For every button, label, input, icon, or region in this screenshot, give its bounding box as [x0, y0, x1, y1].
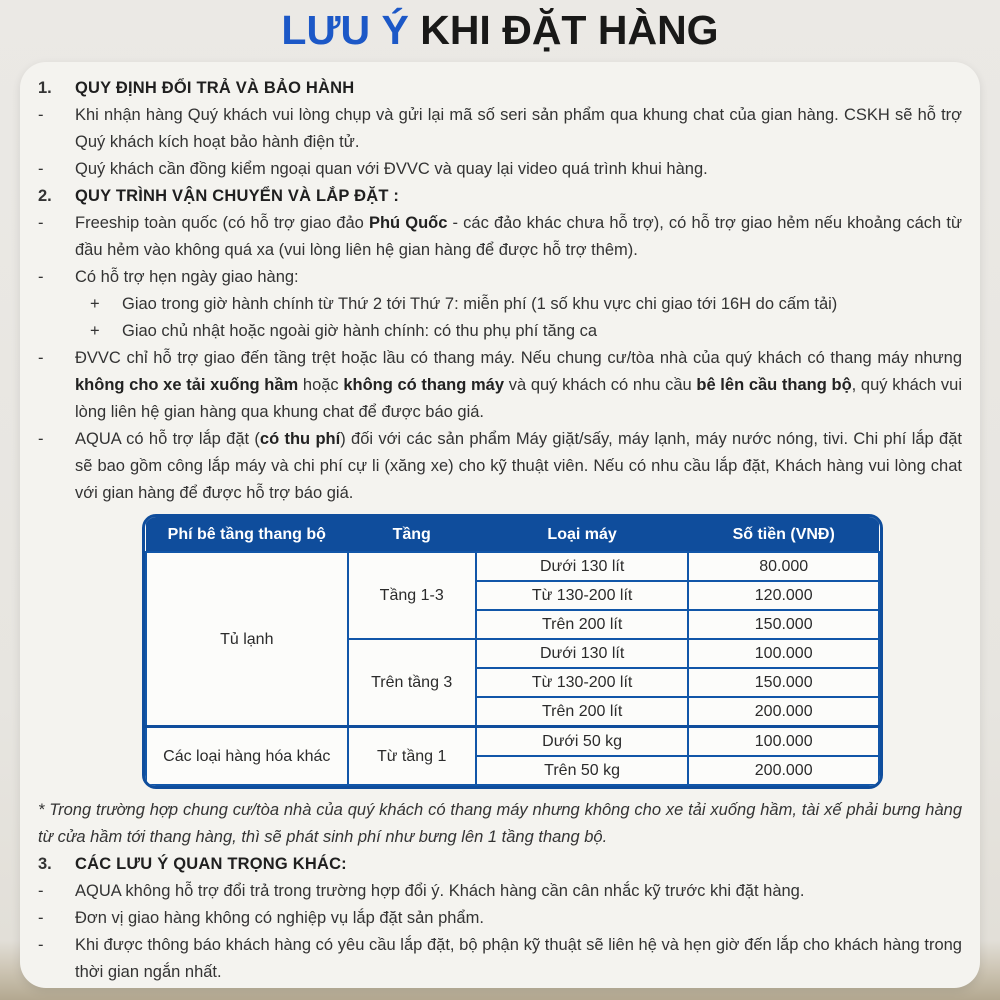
bullet-text: Khi nhận hàng Quý khách vui lòng chụp và gửi lại mã số seri sản phẩm qua khung chat của gian hàng. CSKH sẽ hỗ trợ Quý khách kích hoạt bảo hành điện tử.	[75, 106, 962, 151]
plus-bullet-marker: +	[90, 322, 100, 340]
bullet-text: ĐVVC chỉ hỗ trợ giao đến tầng trệt hoặc lầu có thang máy. Nếu chung cư/tòa nhà của quý khách có thang máy nhưng không cho xe tải xuống hầm hoặc không có thang máy và quý khách có nhu cầu bê lên cầu thang bộ, quý khách vui lòng liên hệ gian hàng qua khung chat để được báo giá.	[75, 349, 962, 421]
table-cell-category: Các loại hàng hóa khác	[146, 727, 348, 786]
list-item	[38, 264, 962, 291]
section-2-heading-row	[38, 183, 962, 210]
bullet-marker: -	[38, 349, 44, 367]
table-header-floor: Tầng	[348, 517, 476, 552]
table-cell-floor: Tầng 1-3	[348, 552, 476, 639]
table-header-row	[146, 517, 879, 552]
bullet-text: AQUA không hỗ trợ đổi trả trong trường hợp đổi ý. Khách hàng cần cân nhắc kỹ trước khi đặt hàng.	[75, 882, 805, 900]
table-cell-amount: 100.000	[688, 727, 879, 757]
bullet-marker: -	[38, 160, 44, 178]
table-cell-category: Tủ lạnh	[146, 552, 348, 727]
page-title-highlight: LƯU Ý	[281, 7, 409, 53]
page-title	[0, 0, 1000, 55]
table-cell-amount: 120.000	[688, 581, 879, 610]
table-cell-amount: 100.000	[688, 639, 879, 668]
section-1-heading-row	[38, 75, 962, 102]
bullet-text: Giao chủ nhật hoặc ngoài giờ hành chính: có thu phụ phí tăng ca	[122, 322, 598, 340]
footnote: * Trong trường hợp chung cư/tòa nhà của quý khách có thang máy nhưng không cho xe tải xuống hầm, tài xế phải bưng hàng từ cửa hầm tới thang hàng, thì sẽ phát sinh phí như bưng lên 1 tầng thang bộ.	[38, 801, 962, 846]
plus-bullet-marker: +	[90, 295, 100, 313]
section-3-heading: CÁC LƯU Ý QUAN TRỌNG KHÁC:	[75, 855, 347, 873]
table-header-fee: Phí bê tầng thang bộ	[146, 517, 348, 552]
section-3-number: 3.	[38, 855, 52, 873]
bullet-marker: -	[38, 430, 44, 448]
table-cell-machine: Dưới 130 lít	[476, 639, 689, 668]
fee-table	[145, 517, 880, 786]
bullet-text: Quý khách cần đồng kiểm ngoại quan với ĐVVC và quay lại video quá trình khui hàng.	[75, 160, 708, 178]
table-header-machine: Loại máy	[476, 517, 689, 552]
table-cell-amount: 80.000	[688, 552, 879, 581]
table-cell-machine: Dưới 50 kg	[476, 727, 689, 757]
table-cell-machine: Dưới 130 lít	[476, 552, 689, 581]
list-item	[38, 345, 962, 426]
section-3-heading-row	[38, 851, 962, 878]
page-title-rest: KHI ĐẶT HÀNG	[408, 7, 719, 53]
sub-list-item	[38, 291, 962, 318]
bullet-marker: -	[38, 882, 44, 900]
list-item	[38, 156, 962, 183]
table-cell-machine: Từ 130-200 lít	[476, 668, 689, 697]
table-cell-amount: 150.000	[688, 610, 879, 639]
bullet-text: Đơn vị giao hàng không có nghiệp vụ lắp đặt sản phẩm.	[75, 909, 484, 927]
table-cell-amount: 200.000	[688, 756, 879, 785]
table-header-amount: Số tiền (VNĐ)	[688, 517, 879, 552]
section-2-heading: QUY TRÌNH VẬN CHUYỂN VÀ LẮP ĐẶT :	[75, 187, 400, 205]
bullet-marker: -	[38, 214, 44, 232]
table-cell-amount: 200.000	[688, 697, 879, 727]
table-cell-floor: Từ tầng 1	[348, 727, 476, 786]
table-cell-floor: Trên tầng 3	[348, 639, 476, 727]
table-row	[146, 727, 879, 757]
section-1-heading: QUY ĐỊNH ĐỔI TRẢ VÀ BẢO HÀNH	[75, 79, 355, 97]
bullet-marker: -	[38, 106, 44, 124]
bullet-marker: -	[38, 936, 44, 954]
list-item	[38, 426, 962, 507]
bullet-marker: -	[38, 268, 44, 286]
notice-content	[38, 75, 962, 986]
table-cell-amount: 150.000	[688, 668, 879, 697]
list-item	[38, 905, 962, 932]
list-item	[38, 878, 962, 905]
section-2-number: 2.	[38, 187, 52, 205]
table-cell-machine: Từ 130-200 lít	[476, 581, 689, 610]
bullet-text: Freeship toàn quốc (có hỗ trợ giao đảo Phú Quốc - các đảo khác chưa hỗ trợ), có hỗ trợ giao hẻm nếu khoảng cách từ đầu hẻm vào không quá xa (vui lòng liên hệ gian hàng để được hỗ trợ thêm).	[75, 214, 962, 259]
bullet-marker: -	[38, 909, 44, 927]
table-cell-machine: Trên 200 lít	[476, 610, 689, 639]
bullet-text: AQUA có hỗ trợ lắp đặt (có thu phí) đối với các sản phẩm Máy giặt/sấy, máy lạnh, máy nước nóng, tivi. Chi phí lắp đặt sẽ bao gồm công lắp máy và chi phí cự li (xăng xe) cho kỹ thuật viên. Nếu có nhu cầu lắp đặt, Khách hàng vui lòng chat với gian hàng để được hỗ trợ báo giá.	[75, 430, 962, 502]
bullet-text: Giao trong giờ hành chính từ Thứ 2 tới Thứ 7: miễn phí (1 số khu vực chi giao tới 16H do cấm tải)	[122, 295, 838, 313]
bullet-text: Có hỗ trợ hẹn ngày giao hàng:	[75, 268, 299, 286]
table-cell-machine: Trên 50 kg	[476, 756, 689, 785]
notice-card	[20, 62, 980, 988]
table-row	[146, 552, 879, 581]
fee-table-container	[142, 514, 883, 789]
list-item	[38, 932, 962, 986]
table-cell-machine: Trên 200 lít	[476, 697, 689, 727]
section-1-number: 1.	[38, 79, 52, 97]
list-item	[38, 210, 962, 264]
sub-list-item	[38, 318, 962, 345]
bullet-text: Khi được thông báo khách hàng có yêu cầu lắp đặt, bộ phận kỹ thuật sẽ liên hệ và hẹn giờ đến lắp cho khách hàng trong thời gian ngắn nhất.	[75, 936, 962, 981]
list-item	[38, 102, 962, 156]
